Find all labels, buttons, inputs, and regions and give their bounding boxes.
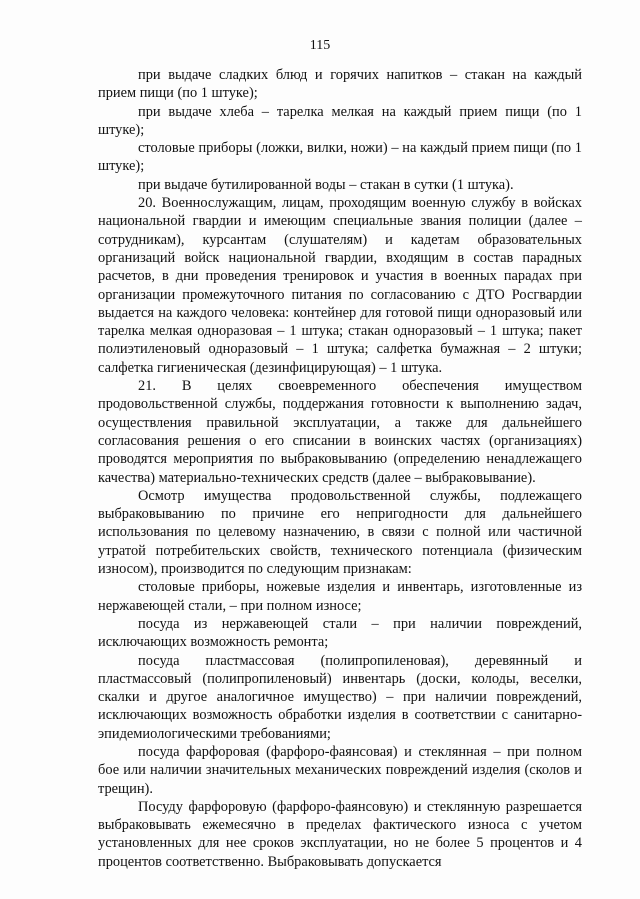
document-body	[98, 66, 582, 871]
paragraph: 21. В целях своевременного обеспечения имуществом продовольственной службы, поддержания готовности к выполнению задач, осуществления правильной эксплуатации, а также для дальнейшего согласования решения о его списании в воинских частях (организациях) проводятся мероприятия по выбраковыванию (определению ненадлежащего качества) материально-технических средств (далее – выбраковывание).	[98, 378, 582, 486]
paragraph: при выдаче сладких блюд и горячих напитков – стакан на каждый прием пищи (по 1 штуке);	[98, 67, 582, 102]
paragraph: 20. Военнослужащим, лицам, проходящим военную службу в войсках национальной гвардии и имеющим специальные звания полиции (далее – сотрудникам), курсантам (слушателям) и кадетам образовательных организаций войск национальной гвардии, входящим в состав парадных расчетов, в дни проведения тренировок и участия в военных парадах при организации промежуточного питания по согласованию с ДТО Росгвардии выдается на каждого человека: контейнер для готовой пищи одноразовый или тарелка мелкая одноразовая – 1 штука; стакан одноразовый – 1 штука; пакет полиэтиленовый одноразовый – 1 штука; салфетка бумажная – 2 штуки; салфетка гигиеническая (дезинфицирующая) – 1 штука.	[98, 195, 582, 376]
paragraph: Осмотр имущества продовольственной службы, подлежащего выбраковыванию по причине его непригодности для дальнейшего использования по целевому назначению, в связи с полной или частичной утратой потребительских свойств, технического потенциала (физическим износом), производится по следующим признакам:	[98, 487, 582, 578]
paragraph: столовые приборы (ложки, вилки, ножи) – на каждый прием пищи (по 1 штуке);	[98, 140, 582, 175]
paragraph: столовые приборы, ножевые изделия и инвентарь, изготовленные из нержавеющей стали, – при полном износе;	[98, 579, 582, 614]
paragraph: посуда из нержавеющей стали – при наличии повреждений, исключающих возможность ремонта;	[98, 615, 582, 651]
paragraph: посуда пластмассовая (полипропиленовая), деревянный и пластмассовый (полипропиленовый) инвентарь (доски, колоды, веселки, скалки и другое аналогичное имущество) – при наличии повреждений, исключающих возможность обработки изделия в соответствии с санитарно-эпидемиологическими требованиями;	[98, 652, 582, 742]
page-number: 115	[309, 38, 331, 53]
paragraph: при выдаче бутилированной воды – стакан в сутки (1 штука).	[138, 176, 514, 193]
paragraph: при выдаче хлеба – тарелка мелкая на каждый прием пищи (по 1 штуке);	[98, 103, 582, 138]
paragraph: посуда фарфоровая (фарфоро-фаянсовая) и стеклянная – при полном бое или наличии значительных механических повреждений изделия (сколов и трещин).	[98, 743, 582, 797]
paragraph: Посуду фарфоровую (фарфоро-фаянсовую) и стеклянную разрешается выбраковывать ежемесячно в пределах фактического износа с учетом установленных для нее сроков эксплуатации, но не более 5 процентов и 4 процентов соответственно. Выбраковывать допускается	[98, 798, 582, 870]
